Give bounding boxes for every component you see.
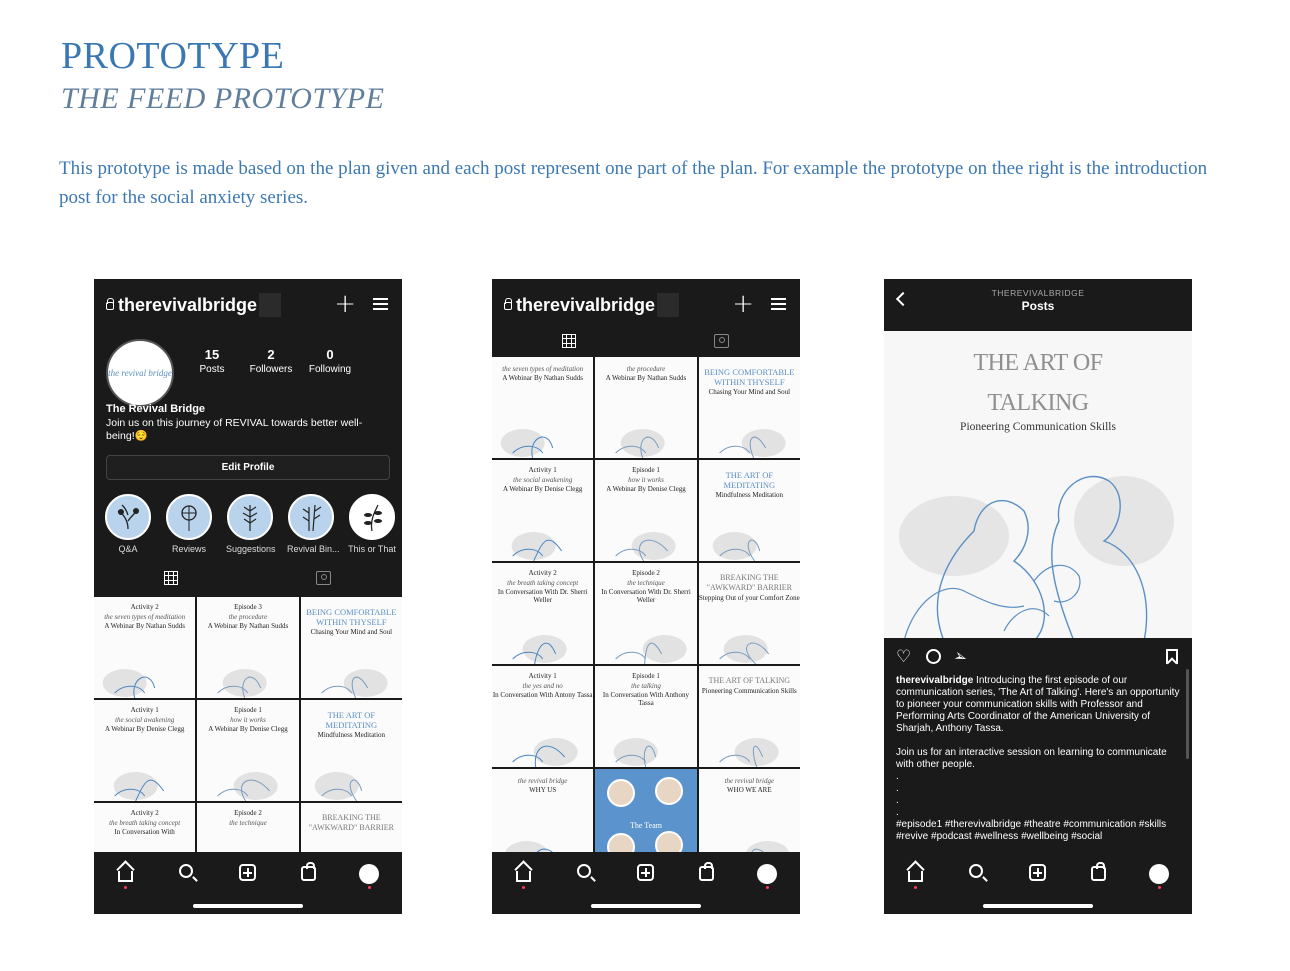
tile-text: Episode 2 — [234, 809, 262, 817]
tile-illustration — [595, 506, 696, 561]
profile-header — [94, 279, 402, 331]
send-icon[interactable]: ➢ — [951, 645, 971, 668]
post-tile[interactable] — [699, 460, 800, 561]
avatar[interactable]: the revival bridge — [106, 339, 174, 407]
profile-tabs — [94, 571, 402, 595]
tile-illustration — [699, 403, 800, 458]
team-member-avatar — [607, 779, 635, 807]
lock-icon — [106, 302, 114, 310]
tile-text: In Conversation With Dr. Sherri Weller — [497, 588, 588, 604]
flower-icon — [166, 494, 212, 540]
home-indicator — [983, 904, 1093, 908]
page-title: PROTOTYPE — [61, 35, 285, 77]
tile-text: the breath taking concept — [507, 579, 579, 587]
tile-illustration — [301, 643, 402, 698]
profile-nav-icon[interactable] — [359, 864, 379, 884]
header-title: Posts — [1021, 299, 1055, 313]
team-member-avatar — [655, 777, 683, 805]
post-tile[interactable] — [301, 700, 402, 801]
highlight-label: Revival Bin... — [287, 544, 340, 554]
post-tile[interactable] — [699, 357, 800, 458]
post-tile[interactable] — [699, 563, 800, 664]
post-actions — [884, 647, 1192, 669]
tile-illustration — [595, 712, 696, 767]
highlight-this-or-that[interactable] — [348, 494, 396, 554]
tile-text: Activity 1 — [528, 672, 557, 680]
tile-text: Stepping Out of your Comfort Zone — [698, 594, 800, 602]
tile-illustration — [699, 712, 800, 767]
shop-icon[interactable] — [1091, 866, 1106, 881]
tile-illustration — [699, 609, 800, 664]
tile-text: BREAKING THE "AWKWARD" BARRIER — [308, 813, 394, 832]
home-icon[interactable] — [516, 871, 531, 882]
post-tile[interactable] — [301, 597, 402, 698]
post-subtitle: Pioneering Communication Skills — [960, 421, 1116, 433]
profile-tabs — [492, 334, 800, 358]
tile-text: how it works — [230, 716, 266, 724]
highlight-label: Reviews — [171, 544, 206, 554]
tile-text: the yes and no — [522, 682, 563, 690]
grid-header — [492, 279, 800, 331]
tile-text: Activity 2 — [528, 569, 557, 577]
tile-illustration — [492, 506, 593, 561]
post-tile[interactable] — [197, 597, 298, 698]
tile-text: A Webinar By Denise Clegg — [502, 485, 583, 493]
profile-nav-icon[interactable] — [1149, 864, 1169, 884]
tile-illustration — [94, 746, 195, 801]
tagged-tab-icon[interactable] — [316, 571, 331, 585]
tile-text: A Webinar By Nathan Sudds — [104, 622, 185, 630]
tile-illustration — [595, 609, 696, 664]
post-tile[interactable] — [197, 700, 298, 801]
tile-illustration — [595, 403, 696, 458]
tile-text: the talking — [631, 682, 661, 690]
post-tile[interactable] — [595, 563, 696, 664]
add-post-icon[interactable] — [637, 864, 654, 881]
plant-icon — [288, 494, 334, 540]
shop-icon[interactable] — [301, 866, 316, 881]
branch-icon — [227, 494, 273, 540]
tile-text: how it works — [628, 476, 664, 484]
bottom-nav — [94, 852, 402, 914]
tile-illustration — [492, 609, 593, 664]
tile-text: In Conversation With Dr. Sherri Weller — [601, 588, 691, 604]
post-caption: therevivalbridge Introducing the first episode of our communication series, 'The Art of Talking'. Here's an opportunity to pioneer your communication skills with Professor and Performing Arts Coordinator of the American University of Sharjah, Anthony Tassa. Join us for an interactive session on learning to communicate with other people. . . . . #episode1 #therevivalbridge #theatre #communication #skills #revive #podcast #wellness #wellbeing #social — [896, 675, 1180, 842]
post-tile[interactable] — [699, 666, 800, 767]
phone-profile — [94, 279, 402, 914]
post-header — [884, 279, 1192, 331]
username-text: therevivalbridge — [118, 295, 258, 315]
notification-dot — [124, 886, 127, 889]
grid-tab-icon[interactable] — [164, 571, 178, 585]
tile-illustration — [699, 506, 800, 561]
notification-dot — [914, 886, 917, 889]
tile-text: BREAKING THE "AWKWARD" BARRIER — [706, 573, 792, 592]
search-icon[interactable] — [179, 864, 193, 878]
tile-text: Episode 1 — [632, 672, 660, 680]
edit-profile-button[interactable]: Edit Profile — [106, 455, 390, 480]
tile-text: Chasing Your Mind and Soul — [708, 388, 791, 396]
notification-dot — [368, 886, 371, 889]
highlight-suggestions[interactable] — [226, 494, 274, 554]
redaction-block — [259, 293, 281, 317]
home-indicator — [193, 904, 303, 908]
tile-text: THE ART OF MEDITATING — [325, 710, 378, 730]
phone-grid — [492, 279, 800, 914]
profile-nav-icon[interactable] — [757, 864, 777, 884]
caption-hashtags[interactable]: #episode1 #therevivalbridge #theatre #communication #skills #revive #podcast #wellness #wellbeing #social — [896, 819, 1167, 842]
tile-text: In Conversation With Anthony Tassa — [602, 691, 690, 707]
tile-illustration — [492, 403, 593, 458]
tile-text: Episode 1 — [632, 466, 660, 474]
tagged-tab-icon[interactable] — [714, 334, 729, 348]
tile-text: Activity 1 — [130, 706, 159, 714]
lock-icon — [504, 302, 512, 310]
tile-text: WHY US — [529, 786, 557, 794]
add-post-icon[interactable] — [239, 864, 256, 881]
post-tile[interactable] — [595, 666, 696, 767]
leaf-icon — [105, 494, 151, 540]
tile-text: THE ART OF MEDITATING — [723, 470, 776, 490]
phone-post — [884, 279, 1192, 914]
tile-text: Pioneering Communication Skills — [701, 687, 797, 695]
search-icon[interactable] — [577, 864, 591, 878]
stat-followers[interactable] — [241, 347, 301, 375]
username-text: therevivalbridge — [516, 295, 656, 315]
post-tile[interactable] — [492, 666, 593, 767]
notification-dot — [766, 886, 769, 889]
tile-text: A Webinar By Nathan Sudds — [605, 374, 687, 382]
highlight-label: This or That — [348, 544, 396, 554]
tile-illustration — [301, 746, 402, 801]
heart-icon[interactable]: ♡ — [896, 647, 912, 667]
search-icon[interactable] — [969, 864, 983, 878]
caption-text: Introducing the first episode of our communication series, 'The Art of Talking'. Here's an opportunity to pioneer your communication skills with Professor and Performing Arts Coordinator of the American University of Sharjah, Anthony Tassa. — [896, 675, 1180, 734]
tile-text: the technique — [229, 819, 267, 827]
tile-text: the social awakening — [513, 476, 573, 484]
bookmark-icon[interactable] — [1166, 649, 1178, 664]
shop-icon[interactable] — [699, 866, 714, 881]
tile-text: the technique — [627, 579, 665, 587]
tile-text: A Webinar By Nathan Sudds — [502, 374, 583, 382]
post-tile[interactable] — [94, 700, 195, 801]
tile-text: Episode 1 — [234, 706, 262, 714]
new-post-icon[interactable]: + — [334, 289, 356, 319]
comment-icon[interactable] — [926, 649, 941, 664]
tile-text: the social awakening — [115, 716, 175, 724]
tile-text: Activity 2 — [130, 603, 159, 611]
tile-text: A Webinar By Nathan Sudds — [207, 622, 289, 630]
stat-posts[interactable] — [182, 347, 242, 375]
talking-people-illustration — [884, 441, 1192, 638]
tile-illustration — [197, 643, 298, 698]
stat-value: 15 — [204, 347, 220, 362]
leaves-icon — [349, 494, 395, 540]
highlight-revival-bin[interactable] — [287, 494, 340, 554]
profile-bio: Join us on this journey of REVIVAL towards better well-being!😌 — [106, 417, 363, 442]
stat-label: Following — [308, 364, 352, 375]
caption-scrollbar[interactable] — [1186, 669, 1189, 759]
tile-text: Mindfulness Meditation — [715, 491, 784, 499]
page-subtitle: THE FEED PROTOTYPE — [61, 82, 385, 115]
stat-value: 2 — [267, 347, 275, 362]
username[interactable] — [106, 295, 257, 316]
new-post-icon[interactable]: + — [732, 289, 754, 319]
profile-name: The Revival Bridge — [106, 403, 206, 415]
tile-text: Activity 2 — [130, 809, 159, 817]
post-tile[interactable] — [595, 460, 696, 561]
header-username: THEREVIVALBRIDGE — [991, 288, 1085, 298]
highlight-label: Suggestions — [226, 544, 276, 554]
post-tile[interactable] — [94, 597, 195, 698]
tile-text: Episode 2 — [632, 569, 660, 577]
grid-tab-icon[interactable] — [562, 334, 576, 348]
post-tile[interactable] — [492, 563, 593, 664]
highlight-reviews[interactable] — [165, 494, 213, 554]
home-indicator — [591, 904, 701, 908]
tile-text: A Webinar By Denise Clegg — [104, 725, 185, 733]
tile-text: Chasing Your Mind and Soul — [310, 628, 393, 636]
menu-icon[interactable] — [373, 298, 388, 310]
bottom-nav — [884, 852, 1192, 914]
tile-illustration — [197, 746, 298, 801]
tile-text: the seven types of meditation — [502, 365, 584, 373]
add-post-icon[interactable] — [1029, 864, 1046, 881]
tile-illustration — [492, 712, 593, 767]
tile-text: BEING COMFORTABLE WITHIN THYSELF — [704, 367, 795, 387]
tile-text: THE ART OF TALKING — [708, 676, 791, 685]
tile-text: In Conversation With Antony Tassa — [492, 691, 593, 699]
tile-text: Activity 1 — [528, 466, 557, 474]
username[interactable] — [504, 295, 655, 316]
highlight-qa[interactable] — [104, 494, 152, 554]
post-image[interactable] — [884, 331, 1192, 638]
menu-icon[interactable] — [771, 298, 786, 310]
notification-dot — [1158, 886, 1161, 889]
tile-text: In Conversation With — [114, 828, 175, 836]
notification-dot — [522, 886, 525, 889]
tile-text: the procedure — [228, 613, 268, 621]
caption-username[interactable]: therevivalbridge — [896, 675, 974, 686]
post-tile[interactable] — [595, 357, 696, 458]
stat-following[interactable] — [300, 347, 360, 375]
bottom-nav — [492, 852, 800, 914]
tile-illustration — [94, 643, 195, 698]
tile-text: A Webinar By Denise Clegg — [606, 485, 686, 493]
post-tile[interactable] — [492, 357, 593, 458]
tile-text: the seven types of meditation — [104, 613, 186, 621]
tile-title: The Team — [630, 821, 662, 830]
home-icon[interactable] — [118, 871, 133, 882]
tile-text: the breath taking concept — [109, 819, 181, 827]
tile-text: the procedure — [626, 365, 666, 373]
stat-label: Posts — [199, 364, 225, 375]
tile-text: A Webinar By Denise Clegg — [208, 725, 288, 733]
home-icon[interactable] — [908, 871, 923, 882]
stat-label: Followers — [249, 364, 293, 375]
post-tile[interactable] — [492, 460, 593, 561]
tile-text: WHO WE ARE — [727, 786, 772, 794]
stat-value: 0 — [326, 347, 334, 362]
post-title: THE ART OF TALKING — [973, 350, 1103, 416]
page-description: This prototype is made based on the plan given and each post represent one part of the plan. For example the prototype on thee right is the introduction post for the social anxiety series. — [59, 158, 1208, 208]
tile-text: Episode 3 — [234, 603, 262, 611]
tile-text: BEING COMFORTABLE WITHIN THYSELF — [306, 607, 397, 627]
tile-text: the revival bridge — [517, 777, 568, 785]
caption-join-text: Join us for an interactive session on learning to communicate with other people. — [896, 747, 1167, 770]
full-post-grid — [492, 357, 800, 870]
redaction-block — [657, 293, 679, 317]
tile-text: Mindfulness Meditation — [317, 731, 386, 739]
highlight-label: Q&A — [118, 544, 138, 554]
tile-text: the revival bridge — [724, 777, 775, 785]
